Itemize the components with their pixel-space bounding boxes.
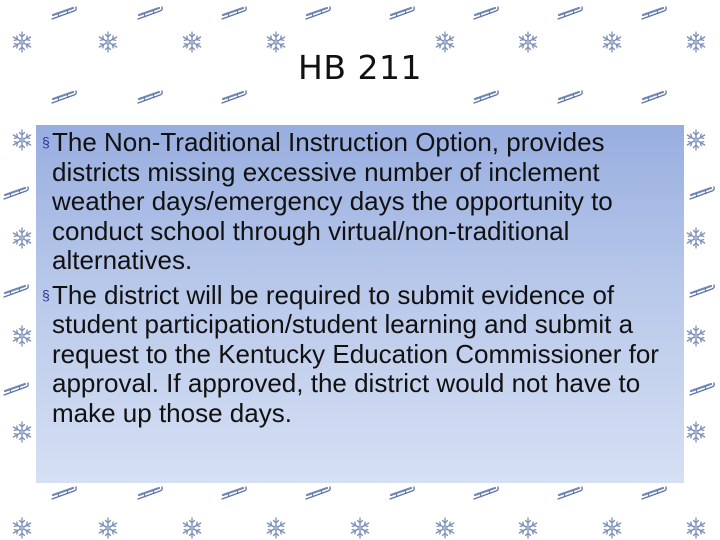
bullet-marker-icon: § xyxy=(42,134,50,150)
bullet-item-nti-option xyxy=(34,128,686,276)
bullet-list xyxy=(34,128,686,433)
bullet-text: The Non-Traditional Instruction Option, provides districts missing excessive number of inclement weather days/emergency days the opportunity to conduct school through virtual/non-traditional alternatives. xyxy=(52,127,613,275)
bullet-item-district-requirement xyxy=(34,281,686,429)
bullet-text: The district will be required to submit evidence of student participation/student learning and submit a request to the Kentucky Education Commissioner for approval. If approved, the district would not have to make up those days. xyxy=(52,279,659,428)
bullet-marker-icon: § xyxy=(42,286,50,303)
slide-title: HB 211 xyxy=(298,48,422,87)
